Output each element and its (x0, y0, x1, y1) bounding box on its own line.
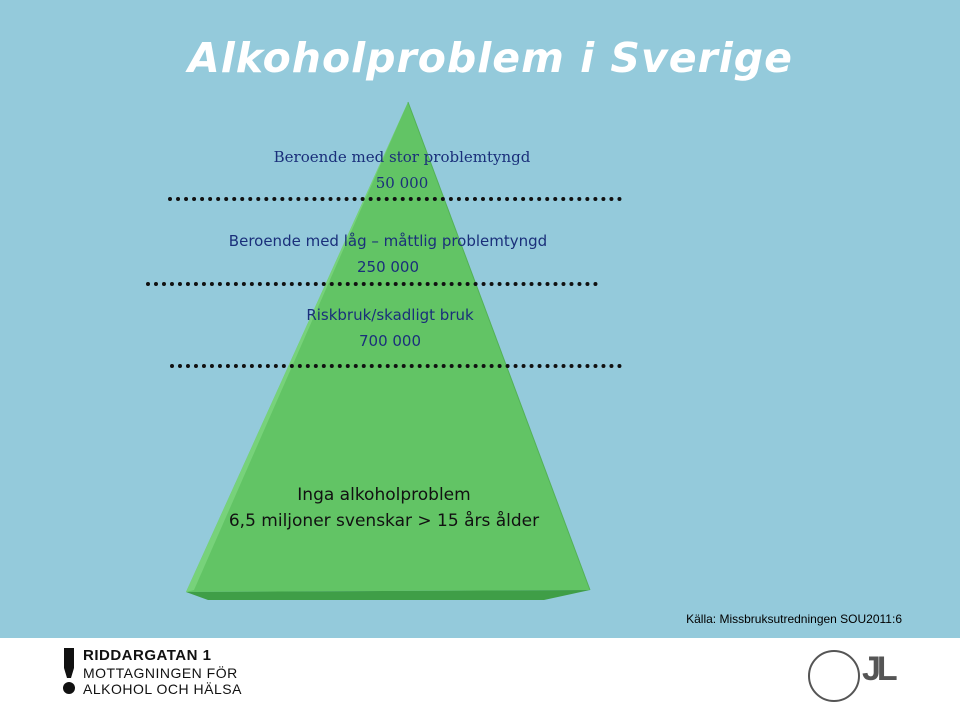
level-2-value: 250 000 (356, 258, 420, 276)
level-2-label: Beroende med låg – måttlig problemtyngd (228, 232, 548, 250)
source-citation: Källa: Missbruksutredningen SOU2011:6 (686, 612, 902, 626)
landsting-logo-icon: JL (862, 650, 894, 688)
level-3-value: 700 000 (358, 332, 422, 350)
level-1-label: Beroende med stor problemtyngd (273, 148, 531, 166)
level-1-value: 50 000 (375, 174, 429, 192)
karolinska-seal-icon (808, 650, 860, 702)
bottle-logo-icon (62, 648, 76, 696)
logo-line-1: RIDDARGATAN 1 (83, 647, 212, 664)
separator-3 (170, 364, 622, 368)
level-4-label: Inga alkoholproblem (297, 485, 471, 505)
level-3-label: Riskbruk/skadligt bruk (306, 306, 474, 324)
separator-1 (168, 197, 622, 201)
logo-line-2: MOTTAGNINGEN FÖR (83, 665, 238, 681)
logo-line-3: ALKOHOL OCH HÄLSA (83, 681, 242, 697)
level-4-value: 6,5 miljoner svenskar > 15 års ålder (228, 511, 540, 531)
slide-title: Alkoholproblem i Sverige (188, 34, 793, 82)
separator-2 (146, 282, 598, 286)
